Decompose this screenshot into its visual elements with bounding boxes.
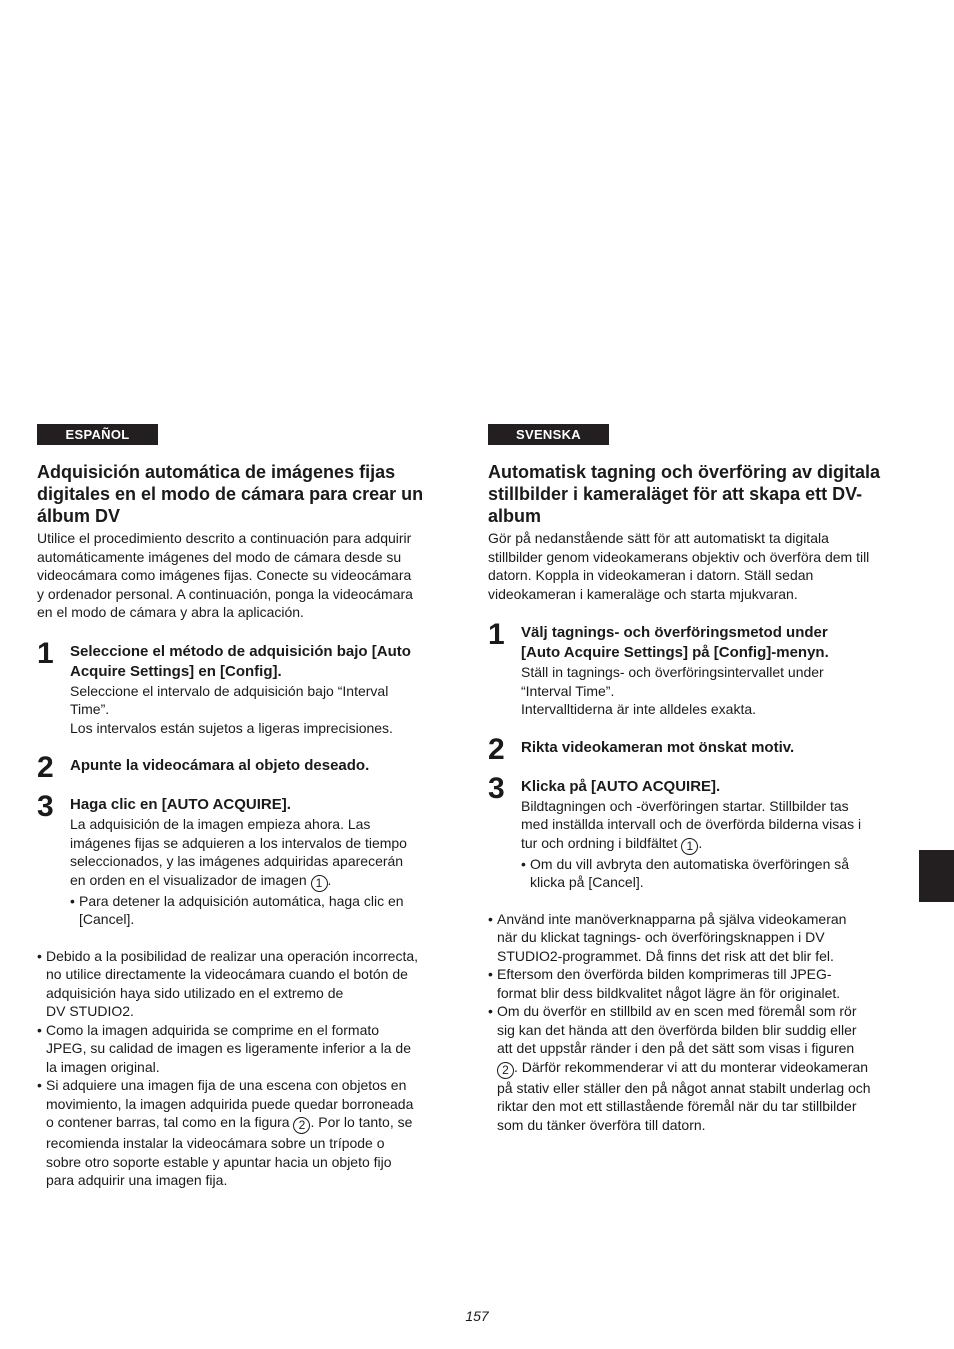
step-body (521, 663, 904, 719)
notes-list (488, 910, 904, 1135)
text-line: recomienda instalar la videocámara sobre un trípode o (46, 1135, 385, 1151)
step-1 (488, 618, 904, 719)
text-line: datorn. Koppla in videokameran i datorn. Ställ sedan (488, 567, 814, 583)
intro-paragraph (488, 529, 904, 603)
text-line: Seleccione el método de adquisición bajo [Auto (70, 642, 411, 660)
text-line: med inställda intervall och de överförda bilderna visas i (521, 816, 862, 832)
text-line: på stativ eller ställer den på något annat stabilt underlag och (497, 1079, 871, 1096)
text-span: o contener barras, tal como en la figura (46, 1114, 290, 1130)
text-line: att det uppstår ränder i den på det sätt som visas i figuren (497, 1040, 855, 1056)
text-line: sobre otro soporte estable y apuntar hacia un objeto fijo (46, 1153, 392, 1170)
step-number: 2 (37, 751, 54, 784)
note-item (37, 1076, 449, 1190)
text-line: DV STUDIO2. (46, 1003, 134, 1019)
text-line (70, 871, 449, 892)
text-line: Utilice el procedimiento descrito a continuación para adquirir (37, 530, 412, 546)
step-1 (37, 636, 449, 738)
step-title: Klicka på [AUTO ACQUIRE]. (521, 777, 721, 795)
spanish-column (37, 424, 449, 1190)
text-line: Gör på nedanstående sätt för att automatiskt ta digitala (488, 530, 829, 546)
step-2 (37, 751, 449, 784)
step-3 (488, 771, 904, 892)
text-line: [Cancel]. (79, 911, 135, 927)
figure-circle-number: 1 (311, 875, 328, 892)
heading-line: Adquisición automática de imágenes fijas (37, 462, 396, 482)
text-line: STUDIO2-programmet. Då finns det risk att det blir fel. (497, 947, 834, 964)
text-span: . Därför rekommenderar vi att du monterar videokameran (514, 1058, 869, 1075)
note-item (488, 1002, 904, 1134)
heading-line: stillbilder i kameraläget för att skapa ett DV- (488, 484, 863, 504)
note-item (488, 910, 904, 966)
text-line: La adquisición de la imagen empieza ahora. Las (70, 816, 371, 832)
text-line: Acquire Settings] en [Config]. (70, 662, 282, 680)
text-line: sig kan det hända att den överförda bilden blir suddig eller (497, 1021, 857, 1038)
text-line: Använd inte manöverknapparna på själva videokameran (497, 910, 847, 927)
text-line: adquisición haya sido utilizado en el extremo de (46, 984, 344, 1001)
section-heading (488, 461, 904, 527)
bullet-dot: • (37, 1077, 42, 1093)
text-line (46, 1113, 449, 1134)
bullet-dot: • (521, 855, 526, 872)
step-number: 1 (488, 618, 505, 651)
text-line (497, 1058, 904, 1079)
text-line: Eftersom den överförda bilden komprimeras till JPEG- (497, 966, 832, 982)
swedish-column (488, 424, 904, 1134)
text-line: en el modo de cámara y abra la aplicación. (37, 604, 304, 620)
step-body (521, 797, 904, 855)
bullet-dot: • (488, 910, 493, 927)
step-body (70, 682, 449, 738)
step-2 (488, 732, 904, 766)
note-item (37, 1021, 449, 1077)
text-line: klicka på [Cancel]. (530, 874, 644, 890)
text-line: format blir dess bildkvalitet något lägre än för originalet. (497, 984, 841, 1001)
text-line: imágenes fijas se adquieren a los intervalos de tiempo (70, 834, 407, 851)
text-span: . (327, 871, 332, 888)
step-title: Rikta videokameran mot önskat motiv. (521, 738, 795, 756)
text-line: JPEG, su calidad de imagen es ligeramente inferior a la de (46, 1040, 411, 1056)
text-line: riktar den mot ett stillastående föremål när du tar stillbilder (497, 1098, 857, 1114)
figure-circle-number: 2 (497, 1062, 514, 1079)
notes-list (37, 947, 449, 1190)
bullet-dot: • (488, 966, 493, 982)
page-number: 157 (465, 1308, 489, 1324)
bullet-dot: • (37, 1021, 42, 1038)
intro-paragraph (37, 529, 449, 622)
figure-circle-number: 2 (293, 1117, 310, 1134)
language-tag: ESPAÑOL (37, 424, 158, 445)
bullet-dot: • (70, 892, 75, 909)
step-title: Apunte la videocámara al objeto deseado. (70, 757, 370, 774)
text-span: . (698, 834, 703, 851)
step-bullet (521, 855, 904, 892)
text-line: videokameran i kameraläge och starta mjukvaran. (488, 585, 798, 602)
step-3 (37, 790, 449, 929)
step-title: Haga clic en [AUTO ACQUIRE]. (70, 796, 291, 813)
text-line: Los intervalos están sujetos a ligeras imprecisiones. (70, 719, 393, 736)
step-number: 1 (37, 636, 54, 670)
text-line: Debido a la posibilidad de realizar una operación incorrecta, (46, 947, 419, 964)
step-title (521, 623, 904, 663)
text-line: Välj tagnings- och överföringsmetod under (521, 624, 828, 641)
text-line: Om du vill avbryta den automatiska överföringen så (530, 855, 850, 872)
text-span: . Por lo tanto, se (310, 1114, 413, 1130)
language-tag: SVENSKA (488, 424, 609, 445)
text-line: para adquirir una imagen fija. (46, 1172, 228, 1188)
step-body (70, 815, 449, 892)
text-line: Intervalltiderna är inte alldeles exakta. (521, 701, 757, 717)
text-line: Bildtagningen och -överföringen startar. Stillbilder tas (521, 797, 849, 814)
text-line: stillbilder genom videokamerans objektiv och överföra dem till (488, 548, 870, 565)
text-line: Si adquiere una imagen fija de una escena con objetos en (46, 1077, 407, 1093)
step-number: 2 (488, 732, 505, 766)
figure-circle-number: 1 (681, 838, 698, 855)
text-line (521, 834, 904, 855)
text-line: [Auto Acquire Settings] på [Config]-menyn. (521, 644, 829, 661)
heading-line: digitales en el modo de cámara para crear un (37, 484, 424, 504)
bullet-dot: • (488, 1003, 493, 1019)
text-line: Seleccione el intervalo de adquisición bajo “Interval (70, 682, 389, 699)
heading-line: album (488, 506, 542, 526)
note-item (488, 965, 904, 1002)
section-heading (37, 461, 449, 527)
text-line: Como la imagen adquirida se comprime en el formato (46, 1021, 380, 1038)
text-line: Para detener la adquisición automática, haga clic en (79, 892, 404, 909)
heading-line: álbum DV (37, 506, 121, 526)
text-line: automáticamente imágenes del modo de cámara desde su (37, 548, 402, 565)
text-span: tur och ordning i bildfältet (521, 834, 678, 851)
text-line: videocámara como imágenes fijas. Conecte su videocámara (37, 567, 412, 583)
text-line: Time”. (70, 701, 110, 717)
step-title (70, 642, 449, 682)
section-edge-tab (919, 850, 954, 902)
text-line: movimiento, la imagen adquirida puede quedar borroneada (46, 1095, 414, 1112)
text-line: y ordenador personal. A continuación, ponga la videocámara (37, 585, 413, 602)
note-item (37, 947, 449, 1021)
text-line: när du klickat tagnings- och överföringsknappen i DV (497, 929, 825, 945)
text-line: Om du överför en stillbild av en scen med föremål som rör (497, 1003, 857, 1019)
text-line: Ställ in tagnings- och överföringsintervallet under (521, 664, 824, 680)
text-line: no utilice directamente la videocámara cuando el botón de (46, 966, 408, 982)
text-span: en orden en el visualizador de imagen (70, 871, 307, 888)
text-line: som du tänker överföra till datorn. (497, 1116, 706, 1133)
step-bullet (70, 892, 449, 929)
text-line: la imagen original. (46, 1058, 160, 1075)
text-line: seleccionados, y las imágenes adquiridas aparecerán (70, 853, 404, 869)
step-number: 3 (488, 771, 505, 805)
step-number: 3 (37, 790, 54, 823)
heading-line: Automatisk tagning och överföring av digitala (488, 462, 881, 482)
text-line: “Interval Time”. (521, 682, 615, 699)
bullet-dot: • (37, 947, 42, 964)
